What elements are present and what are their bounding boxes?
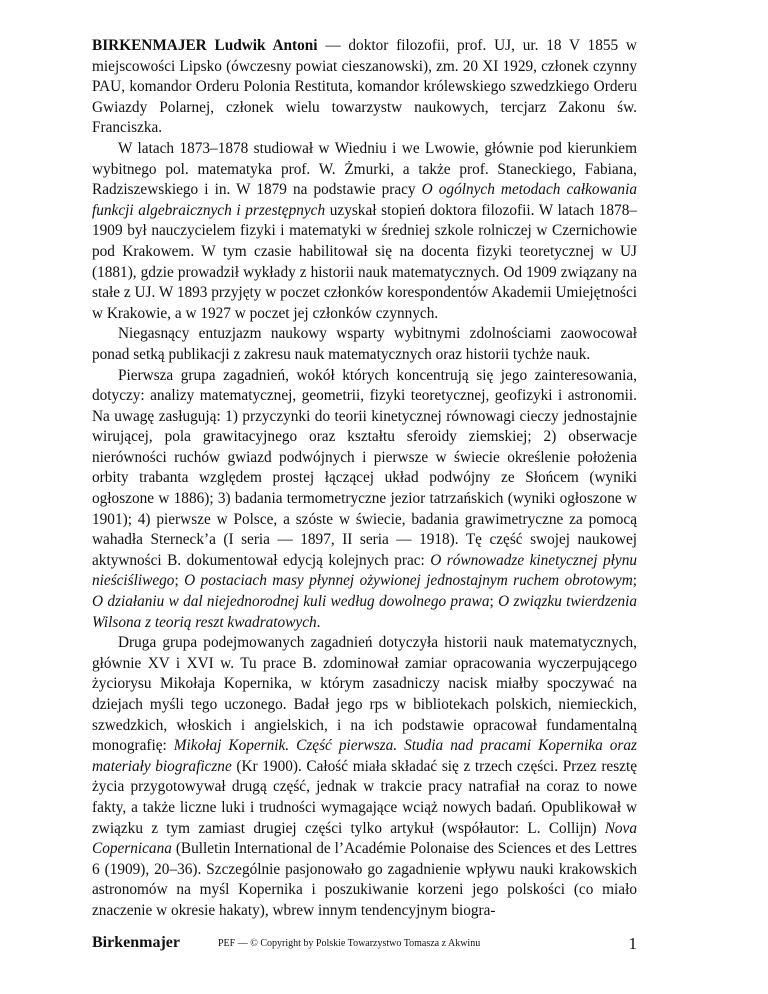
second-group-text-b: (Kr 1900). Całość miała składać się z trzech części. Przez resztę życia przygotowywał drugą część, jednak w trakcie pracy natrafiał na coraz to nowe fakty, a także liczne luki i trudności wymagające wciąż nowych badań. Opublikował w związku z tym zamiast drugiej części tylko artykuł (współautor: L. Collijn) [92,757,637,837]
separator-3: ; [489,593,499,611]
separator-1: ; [174,572,185,590]
footer-copyright: PEF — © Copyright by Polskie Towarzystwo Tomasza z Akwinu [218,938,481,949]
paragraph-intro [92,36,637,139]
second-group-text-a: Druga grupa podejmowanych zagadnień dotyczyła historii nauk matematycznych, głównie XV i XVI w. Tu prace B. zdominował zamiar opracowania wyczerpującego życiorysu Mikołaja Kopernika, w którym zasadniczy nacisk miałby spoczywać na dziejach myśli tego uczonego. Badał jego rps w bibliotekach polskich, niemieckich, szwedzkich, włoskich i angielskich, i na ich podstawie opracował fundamentalną monografię: [92,634,637,755]
enthusiasm-text: Niegasnący entuzjazm naukowy wsparty wybitnymi zdolnościami zaowocował ponad setką publikacji z zakresu nauk matematycznych oraz historii tychże nauk. [92,325,637,363]
first-group-end: . [316,613,321,631]
education-text-b: uzyskał stopień doktora filozofii. W latach 1878–1909 był nauczycielem fizyki i matematyki w średniej szkole rolniczej w Czernichowie pod Krakowem. W tym czasie habilitował się na docenta fizyki teoretycznej w UJ (1881), gdzie prowadził wykłady z historii nauk matematycznych. Od 1909 związany na stałe z UJ. W 1893 przyjęty w poczet członków korespondentów Akademii Umiejętności w Krakowie, a w 1927 w poczet jej członków czynnych. [92,201,637,322]
work-title-2: O postaciach masy płynnej ożywionej jednostajnym ruchem obrotowym [184,572,633,590]
separator-2: ; [632,572,637,590]
article-body [92,36,637,922]
paragraph-enthusiasm [92,324,637,365]
first-group-text: Pierwsza grupa zagadnień, wokół których koncentrują się jego zainteresowania, dotyczy: analizy matematycznej, geometrii, fizyki teoretycznej, geofizyki i astronomii. Na uwagę zasługują: 1) przyczynki do teorii kinetycznej równowagi cieczy jednostajnie wirującej, pola grawitacyjnego oraz kształtu sferoidy ziemskiej; 2) obserwacje nierówności ruchów gwiazd podwójnych i pierwsze w świecie określenie położenia orbity trabanta względem prostej łączącej układ podwójny ze Słońcem (wyniki ogłoszone w 1886); 3) badania termometryczne jezior tatrzańskich (wyniki ogłoszone w 1901); 4) pierwsze w Polsce, a szóste w świecie, badania grawimetryczne za pomocą wahadła Sterneck’a (I seria — 1897, II seria — 1918). Tę część swojej naukowej aktywności B. dokumentował edycją kolejnych prac: [92,366,637,569]
dissertation-title: O ogólnych metodach całkowania funkcji algebraicznych i przestępnych [92,181,637,219]
paragraph-education [92,139,637,324]
work-title-1: O równowadze kinetycznej płynu nieściśliwego [92,551,638,590]
intro-text: — doktor filozofii, prof. UJ, ur. 18 V 1855 w miejscowości Lipsko (ówczesny powiat cieszanowski), zm. 20 XI 1929, członek czynny PAU, komandor Orderu Polonia Restituta, komandor królewskiego szwedzkiego Orderu Gwiazdy Polarnej, członek wielu towarzystw naukowych, tercjarz Zakonu św. Franciszka. [92,37,637,137]
page-footer [92,934,637,960]
work-title-3: O działaniu w dal niejednorodnej kuli według dowolnego prawa [92,593,490,611]
page-number: 1 [628,934,637,953]
article-title-nova-copernicana: Nova Copernicana [92,819,637,858]
education-text-a: W latach 1873–1878 studiował w Wiedniu i we Lwowie, głównie pod kierunkiem wybitnego pol. matematyka prof. W. Żmurki, a także prof. Staneckiego, Fabiana, Radziszewskiego i in. W 1879 na podstawie pracy [92,139,637,199]
entry-heading: BIRKENMAJER Ludwik Antoni [92,37,318,54]
second-group-text-c: (Bulletin International de l’Académie Polonaise des Sciences et des Lettres 6 (1909), 20–36). Szczególnie pasjonowało go zagadnienie wpływu nauki krakowskich astronomów na myśl Kopernika i poszukiwanie korzeni jego polskości (co miało znaczenie w okresie hakaty), wbrew innym tendencyjnym biogra- [92,840,637,919]
paragraph-first-group [92,366,637,634]
work-title-4: O związku twierdzenia Wilsona z teorią reszt kwadratowych [92,593,637,631]
footer-entry-name: Birkenmajer [92,934,180,951]
monograph-title: Mikołaj Kopernik. Część pierwsza. Studia nad pracami Kopernika oraz materiały biograficzne [92,737,637,775]
paragraph-second-group [92,633,637,921]
